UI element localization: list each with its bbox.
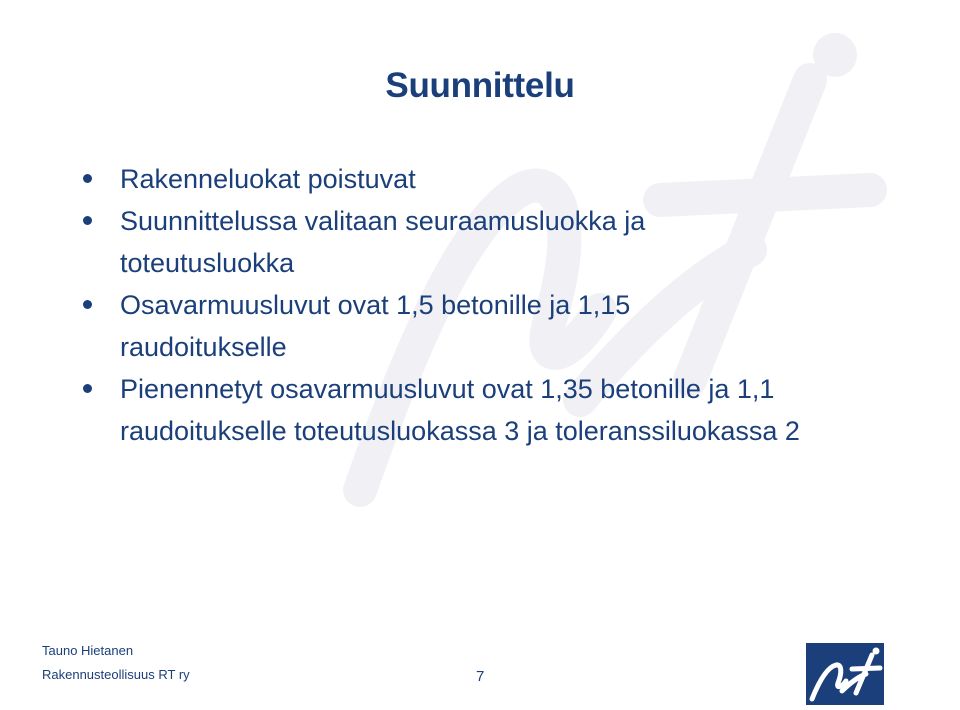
page-number: 7 xyxy=(476,668,485,685)
bullet-text: Pienennetyt osavarmuusluvut ovat 1,35 betonille ja 1,1 raudoitukselle toteutusluokassa 3 ja toleranssiluokassa 2 xyxy=(120,374,800,446)
bullet-text: Rakenneluokat poistuvat xyxy=(120,164,416,194)
bullet-text: Suunnittelussa valitaan seuraamusluokka ja toteutusluokka xyxy=(120,206,646,278)
bullet-text: Osavarmuusluvut ovat 1,5 betonille ja 1,15 raudoitukselle xyxy=(120,290,631,362)
bullet-dot-icon xyxy=(83,216,92,225)
bullet-item xyxy=(80,368,870,452)
rt-logo-icon xyxy=(806,643,884,705)
bullet-dot-icon xyxy=(83,384,92,393)
bullet-dot-icon xyxy=(83,300,92,309)
footer-organization: Rakennusteollisuus RT ry xyxy=(42,667,190,682)
bullet-dot-icon xyxy=(83,174,92,183)
bullet-item xyxy=(80,284,870,368)
bullet-item xyxy=(80,200,870,284)
bullet-item xyxy=(80,158,870,200)
footer-author: Tauno Hietanen xyxy=(42,643,134,658)
bullet-list xyxy=(80,158,870,452)
slide-title: Suunnittelu xyxy=(385,66,575,105)
